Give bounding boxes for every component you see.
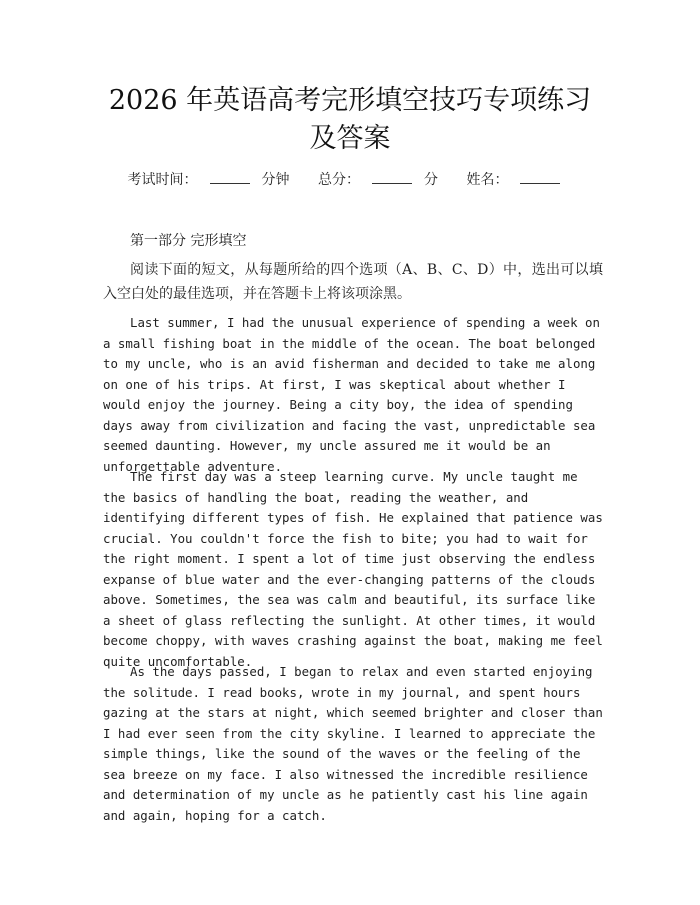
passage-paragraph-1: Last summer, I had the unusual experience of spending a week on a small fishing boat in the middle of the ocean. The boat belonged to my uncle, who is an avid fisherman and decided to take me along on one of his trips. At first, I was skeptical about whether I would enjoy the journey. Being a city boy, the idea of spending days away from civilization and facing the vast, unpredictable sea seemed daunting. However, my uncle assured me it would be an unforgettable adventure. bbox=[103, 315, 600, 474]
exam-time-field bbox=[128, 172, 294, 188]
exam-time-label: 考试时间： bbox=[127, 172, 198, 188]
passage-paragraph-2: The first day was a steep learning curve. My uncle taught me the basics of handling the boat, reading the weather, and identifying different types of fish. He explained that patience was crucial. You couldn't force the fish to bite; you had to wait for the right moment. I spent a lot of time just observing the endless expanse of blue water and the ever-changing patterns of the clouds above. Sometimes, the sea was calm and beautiful, its surface like a sheet of glass reflecting the sunlight. At other times, it would become choppy, with waves crashing against the boat, making me feel quite uncomfortable. bbox=[103, 469, 603, 669]
passage-paragraph-3: As the days passed, I began to relax and even started enjoying the solitude. I read books, wrote in my journal, and spent hours gazing at the stars at night, which seemed brighter and closer than I had ever seen from the city skyline. I learned to appreciate the simple things, like the sound of the waves or the feeling of the sea breeze on my face. I also witnessed the incredible resilience and determination of my uncle as he patiently cast his line again and again, hoping for a catch. bbox=[103, 664, 603, 823]
total-score-field bbox=[318, 172, 442, 188]
exam-time-blank bbox=[210, 171, 250, 184]
total-score-unit: 分 bbox=[424, 172, 438, 188]
name-label: 姓名： bbox=[466, 172, 509, 188]
name-field bbox=[466, 172, 572, 188]
exam-info-line bbox=[0, 169, 700, 189]
name-blank bbox=[520, 171, 560, 184]
total-score-label: 总分： bbox=[318, 172, 360, 188]
exam-time-unit: 分钟 bbox=[261, 172, 290, 188]
total-score-blank bbox=[372, 171, 412, 184]
instructions-paragraph: 阅读下面的短文，从每题所给的四个选项（A、B、C、D）中，选出可以填入空白处的最佳选项，并在答题卡上将该项涂黑。 bbox=[103, 262, 603, 302]
document-title: 2026 年英语高考完形填空技巧专项练习及答案 bbox=[108, 85, 592, 154]
section-heading: 第一部分 完形填空 bbox=[130, 233, 247, 249]
